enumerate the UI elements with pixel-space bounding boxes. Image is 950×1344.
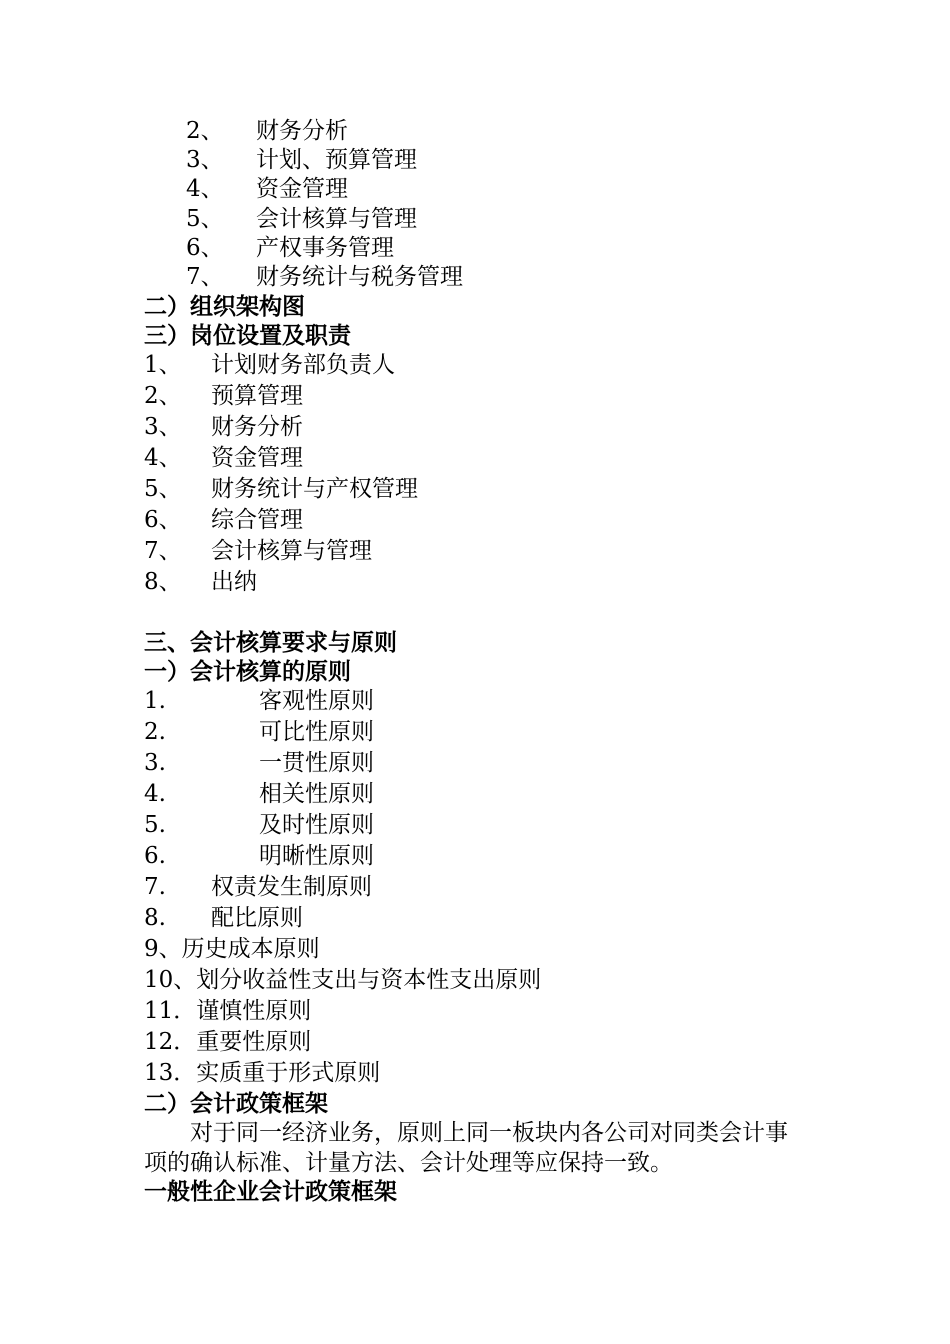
- list-text: 可比性原则: [259, 719, 374, 745]
- section-title: 三、会计核算要求与原则: [144, 630, 397, 656]
- list-text: 出纳: [211, 569, 257, 595]
- list-text: 资金管理: [211, 445, 303, 471]
- list-text: 一贯性原则: [259, 750, 374, 776]
- list-number: 6、: [186, 235, 224, 261]
- list-number: 3、: [144, 414, 182, 440]
- list-number: 4、: [186, 176, 224, 202]
- subsection-title: 二）会计政策框架: [144, 1091, 328, 1117]
- list-number: 1、: [144, 352, 182, 378]
- list-text: 会计核算与管理: [211, 538, 372, 564]
- list-number: 3.: [144, 750, 166, 776]
- list-item: 9、历史成本原则: [144, 936, 320, 962]
- list-number: 5、: [144, 476, 182, 502]
- list-number: 4、: [144, 445, 182, 471]
- list-number: 2、: [186, 118, 224, 144]
- list-item: 12．重要性原则: [144, 1029, 312, 1055]
- list-number: 5.: [144, 812, 166, 838]
- list-text: 预算管理: [211, 383, 303, 409]
- list-text: 相关性原则: [259, 781, 374, 807]
- list-number: 1.: [144, 688, 166, 714]
- list-text: 产权事务管理: [256, 235, 394, 261]
- list-item: 10、划分收益性支出与资本性支出原则: [144, 967, 542, 993]
- list-text: 客观性原则: [259, 688, 374, 714]
- subsection-title: 一）会计核算的原则: [144, 659, 351, 685]
- heading-org-chart: 二）组织架构图: [144, 294, 305, 320]
- list-text: 及时性原则: [259, 812, 374, 838]
- list-text: 资金管理: [256, 176, 348, 202]
- list-text: 综合管理: [211, 507, 303, 533]
- list-item: 11．谨慎性原则: [144, 998, 312, 1024]
- list-text: 计划财务部负责人: [211, 352, 395, 378]
- list-number: 8、: [144, 569, 182, 595]
- list-number: 5、: [186, 206, 224, 232]
- list-number: 2.: [144, 719, 166, 745]
- list-number: 3、: [186, 147, 224, 173]
- list-number: 6.: [144, 843, 166, 869]
- list-text: 财务统计与税务管理: [256, 264, 463, 290]
- list-text: 明晰性原则: [259, 843, 374, 869]
- policy-paragraph: 对于同一经济业务，原则上同一板块内各公司对同类会计事项的确认标准、计量方法、会计处理等应保持一致。: [144, 1120, 788, 1176]
- list-text: 会计核算与管理: [256, 206, 417, 232]
- list-number: 8.: [144, 905, 166, 931]
- list-number: 7.: [144, 874, 166, 900]
- heading-positions: 三）岗位设置及职责: [144, 323, 351, 349]
- list-number: 7、: [144, 538, 182, 564]
- list-text: 权责发生制原则: [211, 874, 372, 900]
- list-item: 13．实质重于形式原则: [144, 1060, 381, 1086]
- list-number: 2、: [144, 383, 182, 409]
- list-text: 财务统计与产权管理: [211, 476, 418, 502]
- list-text: 配比原则: [211, 905, 303, 931]
- list-text: 财务分析: [256, 118, 348, 144]
- list-number: 4.: [144, 781, 166, 807]
- list-number: 7、: [186, 264, 224, 290]
- list-text: 财务分析: [211, 414, 303, 440]
- list-number: 6、: [144, 507, 182, 533]
- list-text: 计划、预算管理: [256, 147, 417, 173]
- general-framework-title: 一般性企业会计政策框架: [144, 1179, 397, 1205]
